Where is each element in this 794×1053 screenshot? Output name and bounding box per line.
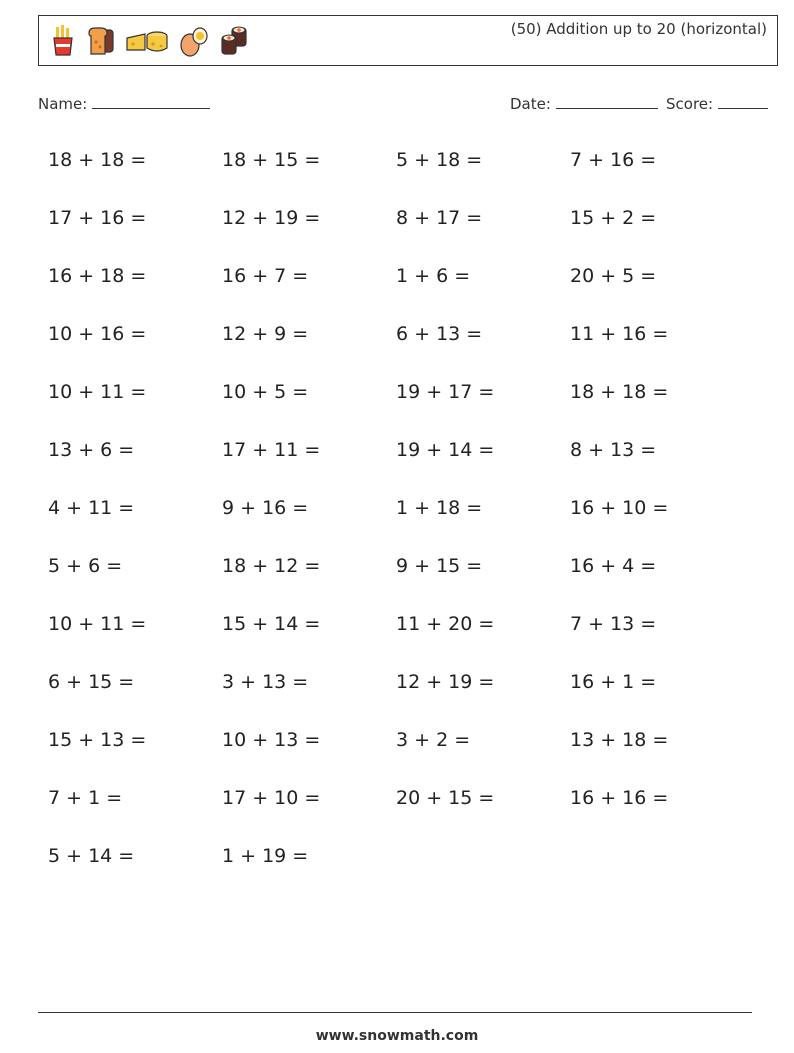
problem-item: 16 + 1 = bbox=[570, 671, 657, 693]
problem-item: 12 + 19 = bbox=[396, 671, 495, 693]
sushi-roll-icon bbox=[219, 24, 249, 58]
problem-item: 10 + 11 = bbox=[48, 381, 147, 403]
problem-item: 5 + 18 = bbox=[396, 149, 483, 171]
problem-item: 17 + 16 = bbox=[48, 207, 147, 229]
footer-site: www.snowmath.com bbox=[315, 1028, 479, 1044]
problem-item: 16 + 10 = bbox=[570, 497, 669, 519]
problem-item: 20 + 5 = bbox=[570, 265, 657, 287]
date-line[interactable] bbox=[556, 94, 658, 109]
problem-item: 18 + 18 = bbox=[48, 149, 147, 171]
name-line[interactable] bbox=[92, 94, 210, 109]
problem-item: 16 + 16 = bbox=[570, 787, 669, 809]
problem-item: 16 + 4 = bbox=[570, 555, 657, 577]
problem-item: 17 + 10 = bbox=[222, 787, 321, 809]
problem-item: 18 + 12 = bbox=[222, 555, 321, 577]
problem-item: 4 + 11 = bbox=[48, 497, 135, 519]
problem-item: 18 + 15 = bbox=[222, 149, 321, 171]
problem-item: 19 + 17 = bbox=[396, 381, 495, 403]
problem-item: 7 + 1 = bbox=[48, 787, 123, 809]
problem-item: 7 + 16 = bbox=[570, 149, 657, 171]
problem-item: 10 + 11 = bbox=[48, 613, 147, 635]
problem-item: 1 + 18 = bbox=[396, 497, 483, 519]
problem-item: 1 + 6 = bbox=[396, 265, 471, 287]
problem-item: 9 + 16 = bbox=[222, 497, 309, 519]
problem-item: 5 + 14 = bbox=[48, 845, 135, 867]
problem-item: 6 + 15 = bbox=[48, 671, 135, 693]
problem-item: 7 + 13 = bbox=[570, 613, 657, 635]
problem-item: 1 + 19 = bbox=[222, 845, 309, 867]
problem-item: 15 + 2 = bbox=[570, 207, 657, 229]
date-label: Date: bbox=[510, 95, 551, 113]
fries-icon bbox=[49, 24, 77, 58]
egg-icon bbox=[179, 24, 209, 58]
problem-item: 5 + 6 = bbox=[48, 555, 123, 577]
score-label: Score: bbox=[666, 95, 714, 113]
name-field[interactable] bbox=[38, 94, 210, 113]
problem-item: 11 + 20 = bbox=[396, 613, 495, 635]
footer-divider bbox=[38, 1012, 752, 1013]
problem-item: 8 + 17 = bbox=[396, 207, 483, 229]
problem-item: 11 + 16 = bbox=[570, 323, 669, 345]
problem-item: 16 + 18 = bbox=[48, 265, 147, 287]
problem-item: 6 + 13 = bbox=[396, 323, 483, 345]
worksheet-title: (50) Addition up to 20 (horizontal) bbox=[510, 20, 767, 38]
problem-item: 18 + 18 = bbox=[570, 381, 669, 403]
problem-item: 12 + 9 = bbox=[222, 323, 309, 345]
problem-item: 10 + 5 = bbox=[222, 381, 309, 403]
problem-item: 10 + 16 = bbox=[48, 323, 147, 345]
header-icons bbox=[49, 22, 249, 60]
problem-item: 3 + 2 = bbox=[396, 729, 471, 751]
bread-toast-icon bbox=[87, 24, 115, 58]
date-field[interactable] bbox=[510, 94, 658, 113]
score-line[interactable] bbox=[718, 94, 768, 109]
problem-item: 3 + 13 = bbox=[222, 671, 309, 693]
problem-item: 12 + 19 = bbox=[222, 207, 321, 229]
problem-item: 9 + 15 = bbox=[396, 555, 483, 577]
problem-item: 15 + 13 = bbox=[48, 729, 147, 751]
problem-item: 13 + 18 = bbox=[570, 729, 669, 751]
problem-item: 13 + 6 = bbox=[48, 439, 135, 461]
cheese-icon bbox=[125, 24, 169, 58]
problem-item: 16 + 7 = bbox=[222, 265, 309, 287]
problem-grid bbox=[48, 146, 748, 867]
problem-item: 10 + 13 = bbox=[222, 729, 321, 751]
worksheet-header bbox=[38, 15, 778, 66]
problem-item: 19 + 14 = bbox=[396, 439, 495, 461]
score-field[interactable] bbox=[666, 94, 768, 113]
name-label: Name: bbox=[38, 95, 88, 113]
problem-item: 8 + 13 = bbox=[570, 439, 657, 461]
problem-item: 17 + 11 = bbox=[222, 439, 321, 461]
problem-item: 15 + 14 = bbox=[222, 613, 321, 635]
problem-item: 20 + 15 = bbox=[396, 787, 495, 809]
